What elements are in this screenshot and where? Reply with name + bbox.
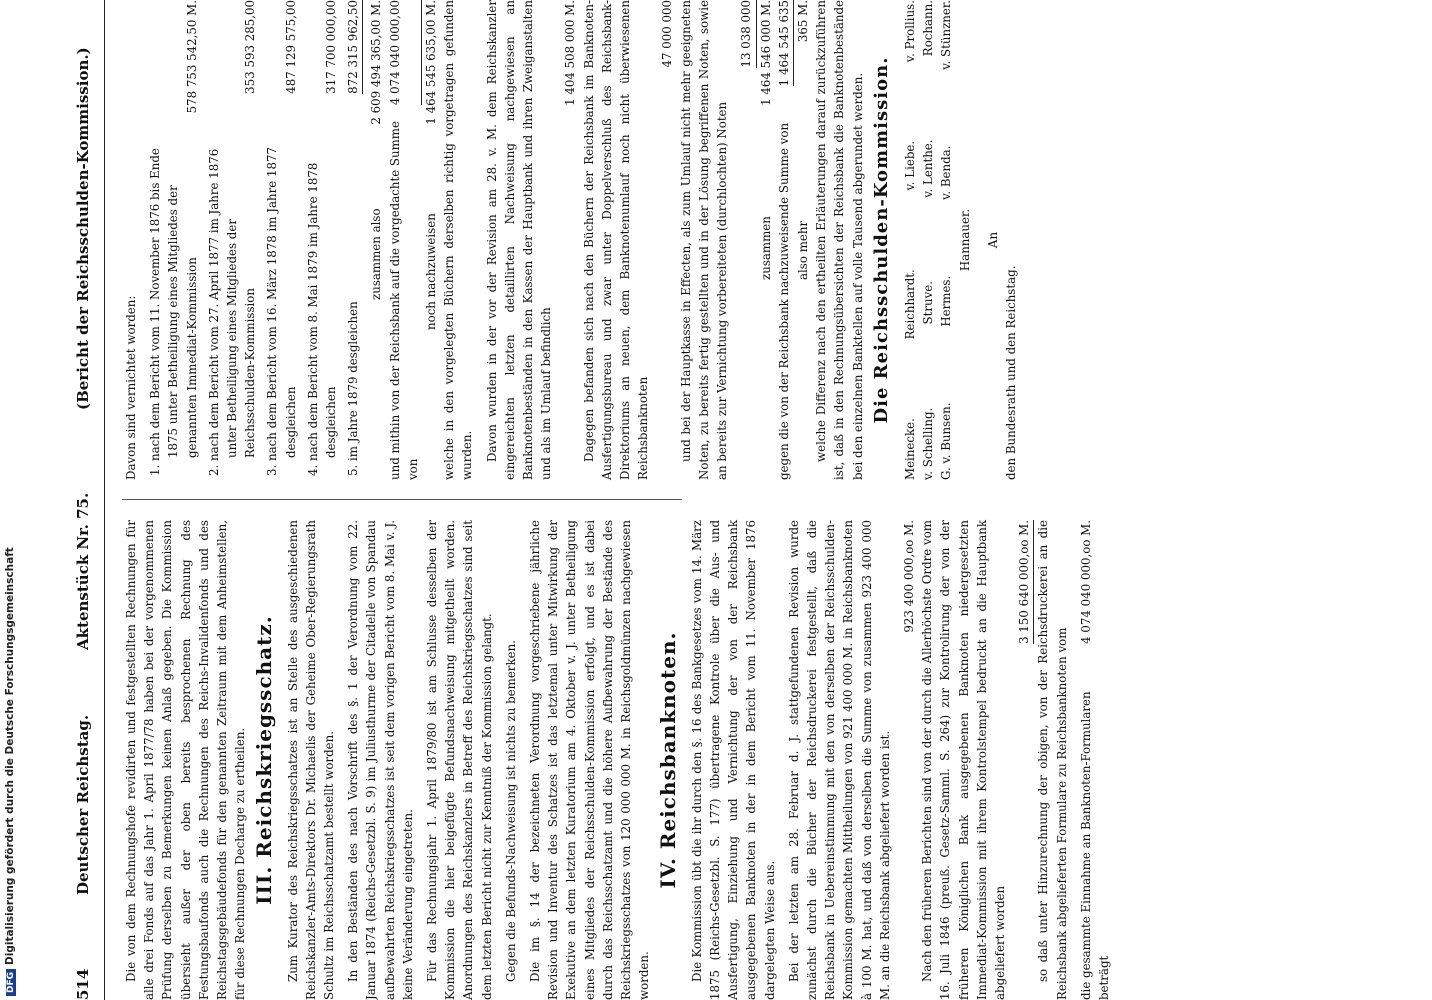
amount: 13 038 000 (737, 0, 756, 68)
paragraph: In den Beständen des nach Vorschrift des §. 1 der Verordnung vom 22. Januar 1874 (Reichs-Gesetzbl. S. 9) im Juliusthurme der Citadelle von Spandau aufbewahrten Reichskriegsschatzes ist seit dem vorigen Bericht vom 8. Mai v. J. keine Veränderung eingetreten. (346, 520, 415, 1000)
paragraph: Die Kommission übt die ihr durch den §. 16 des Bankgesetzes vom 14. März 1875 (Reichs-Gesetzbl. S. 177) übertragene Kontrole über die Aus- und Ausfertigung, Einziehung und Vernichtung der von der Reichsbank ausgegebenen Banknoten in der in dem Bericht vom 11. November 1876 dargelegten Weise aus. (689, 520, 777, 1000)
paragraph: Zum Kurator des Reichskriegsschatzes ist an Stelle des ausgeschiedenen Reichskanzler-Amts-Direktors Dr. Michaelis der Geheime Ober-Regierungsrath Schultz im Reichsschatzamt bestellt worden. (285, 520, 337, 1000)
paragraph: Davon wurden in der vor der Revision am 28. v. M. dem Reichskanzler eingereichten letzten detaillirten Nachweisung nachgewiesen an Banknotenbeständen in den Kassen der Hauptbank und ihren Zweiganstalten und als im Umlauf befindlich (484, 0, 554, 480)
sum-row: zusammen also 2 609 494 365,00 M. (369, 0, 384, 300)
total-row (1077, 520, 1113, 1000)
running-header (70, 0, 100, 1000)
paragraph: so daß unter Hinzurechnung der obigen, von der Reichsdruckerei an die Reichsbank abgelieferten Formulare zu Reichsbanknoten vom (1036, 520, 1069, 1000)
rest-row: und mithin von der Reichsbank auf die vorgedachte Summe von 4 074 040 000,00 (386, 0, 422, 480)
list-item: 5. im Jahre 1879 desgleichen 872 315 962,50 (344, 0, 363, 480)
list-item: 2. nach dem Bericht vom 27. April 1877 im Jahre 1876 unter Betheiligung eines Mitgliedes der Reichsschulden-Kommission 353 593 285,00 (205, 0, 260, 480)
difference-row: also mehr 365 M. (795, 0, 810, 280)
signature-row: v. Schelling. Struve. v. Lenthe. Rochann. (921, 0, 936, 480)
section-heading-3: III. Reichskriegsschatz. (252, 615, 277, 905)
paragraph: Die von dem Rechnungshofe revidirten und festgestellten Rechnungen für alle drei Fonds auf das Jahr 1. April 1877/78 haben bei der vorgenommenen Prüfung derselben zu Bemerkungen keinen Anlaß gegeben. Die Kommission übersieht außer der oben bereits besprochenen Rechnung des Festungsbaufonds auch die Rechnungen des Reichs-Invalidenfonds und des Reichstagsgebäudefonds für den genannten Zeitraum mit dem Anheimstellen, für diese Rechnungen Decharge zu ertheilen. (124, 520, 248, 1000)
amount: 47 000 000 (660, 0, 675, 68)
paragraph: und bei der Hauptkasse in Effecten, als zum Umlauf nicht mehr geeigneten Noten, zu bereits fertig gestellten und in der Lösung begriffenen Noten, sowie an bereits zur Vernichtung vorbereiteten (durchlochten) Noten (678, 0, 730, 480)
total-amount: 4 074 040 000,oo M. (1078, 520, 1093, 644)
paragraph: Davon sind vernichtet worden: (124, 295, 138, 480)
page-number: 514 (74, 968, 92, 1000)
dfg-logo: DFG (6, 969, 16, 996)
left-column (122, 520, 1422, 1000)
amount-row (900, 520, 918, 1000)
paragraph: Bei der letzten am 28. Februar d. J. stattgefundenen Revision wurde zunächst durch die Bücher der Reichsdruckerei festgestellt, daß die Reichsbank in Uebereinstimmung mit den von derselben der Reichsschulden-Kommission gemachten Mittheilungen von 921 400 000 M. in Reichsbanknoten à 100 M. hat, und daß von derselben die Summe von zusammen 923 400 000 M. an die Reichsbank abgeliefert worden ist. (786, 520, 892, 1000)
total-label: die gesammte Einnahme an Banknoten-Formularen beträgt (1078, 691, 1111, 1000)
item-amount: 317 700 000,00 (324, 0, 339, 94)
signature-row: G. v. Bunsen. Hermes. v. Benda. v. Stünzner. (939, 0, 954, 480)
column-separator (122, 499, 682, 500)
paragraph: Gegen die Befunds-Nachweisung ist nichts zu bemerken. (503, 640, 518, 982)
header-title: Deutscher Reichstag. (74, 714, 92, 895)
item-amount: 872 315 962,50 (344, 0, 363, 94)
header-doc-ref: Aktenstück Nr. 75. (74, 492, 92, 650)
list-item: 1. nach dem Bericht vom 11. November 1876 bis Ende 1875 unter Betheiligung eines Mitgliedes der genannten Immediat-Kommission 578 753 542,50 M. (146, 0, 201, 480)
paragraph: welche in den vorgelegten Büchern derselben richtig vorgetragen gefunden wurden. (442, 0, 475, 480)
paragraph: Dagegen befanden sich nach den Büchern der Reichsbank im Banknoten-Ausfertigungsbureau und zwar unter Doppelverschluß des Reichsbank-Direktoriums an neuen, dem Banknotenumlauf noch nicht überwiesenen Reichsbanknoten (581, 0, 651, 480)
paragraph: welche Differenz nach den ertheilten Erläuterungen darauf zurückzuführen ist, daß in den Rechnungsübersichten der Reichsbank die Banknotenbestände bei den einzelnen Banktellen auf volle Tausend abgerundet werden. (814, 0, 865, 480)
digitization-sidebar (0, 0, 24, 1000)
signature-last: Hannauer. (957, 208, 972, 272)
item-amount: 353 593 285,00 (243, 0, 258, 94)
right-column (122, 0, 1422, 480)
paragraph: Für das Rechnungsjahr 1. April 1879/80 ist am Schlusse desselben der Kommission die hier beigefügte Befundsnachweisung mitgetheilt worden. Anordnungen des Reichskanzlers in Betreff des Reichskriegsschatzes sind seit dem letzten Bericht nicht zur Kenntniß der Kommission gelangt. (425, 520, 494, 1000)
sum-row: zusammen 1 464 546 000 M. (758, 0, 773, 280)
paragraph: Nach den früheren Berichten sind von der durch die Allerhöchste Ordre vom 16. Juli 1846 (preuß. Gesetz-Samml. S. 264) zur Kontrolirung der von der früheren Königlichen Bank ausgegebenen Banknoten niedergesetzten Immediat-Kommission mit ihrem Kontrolstempel bedruckt an die Hauptbank abgeliefert worden (920, 520, 1007, 1000)
address-line: den Bundesrath und den Reichstag. (1003, 265, 1018, 480)
item-amount: 487 129 575,00 (283, 0, 298, 94)
amount: 3 150 640 000,oo M. (1015, 520, 1034, 644)
section-heading-4: IV. Reichsbanknoten. (656, 631, 681, 889)
paragraph: Die im §. 14 der bezeichneten Verordnung vorgeschriebene jährliche Revision und Inventur des Schatzes ist das letztemal unter Mitwirkung der Exekutive an dem letzten Kuratorium am 4. Oktober v. J. unter Betheiligung eines Mitgliedes der Reichsschulden-Kommission erfolgt, und es ist dabei durch das Reichsschatzamt und die höhere Aufbewahrung der Bestände des Reichskriegsschatzes von 120 000 000 M. in Reichsgoldmünzen nachgewiesen worden. (528, 520, 652, 1000)
amount-row (1015, 520, 1034, 1000)
header-subject: (Bericht der Reichsschulden-Kommission.) (74, 47, 92, 410)
compare-row: gegen die von der Reichsbank nachzuweisende Summe von 1 464 545 635 (775, 0, 794, 480)
rest-result-row: noch nachzuweisen 1 464 545 635,00 M. (424, 0, 439, 330)
rotated-content (70, 0, 1432, 1000)
signature-row: Meinecke. Reichhardt. v. Liebe. v. Prollius. (902, 0, 917, 480)
digitization-credit: Digitalisierung gefördert durch die Deutsche Forschungsgemeinschaft (4, 547, 16, 965)
amount: 1 404 508 000 M. (563, 0, 578, 106)
address-line: An (985, 231, 1000, 249)
commission-heading: Die Reichsschulden-Kommission. (870, 56, 892, 424)
list-item: 4. nach dem Bericht vom 8. Mai 1879 im Jahre 1878 desgleichen 317 700 000,00 (304, 0, 340, 480)
amount: 923 400 000,oo M. (901, 520, 916, 633)
header-rule (104, 0, 105, 1000)
item-amount: 578 753 542,50 M. (184, 0, 199, 114)
list-item: 3. nach dem Bericht vom 16. März 1878 im Jahre 1877 desgleichen 487 129 575,00 (263, 0, 299, 480)
